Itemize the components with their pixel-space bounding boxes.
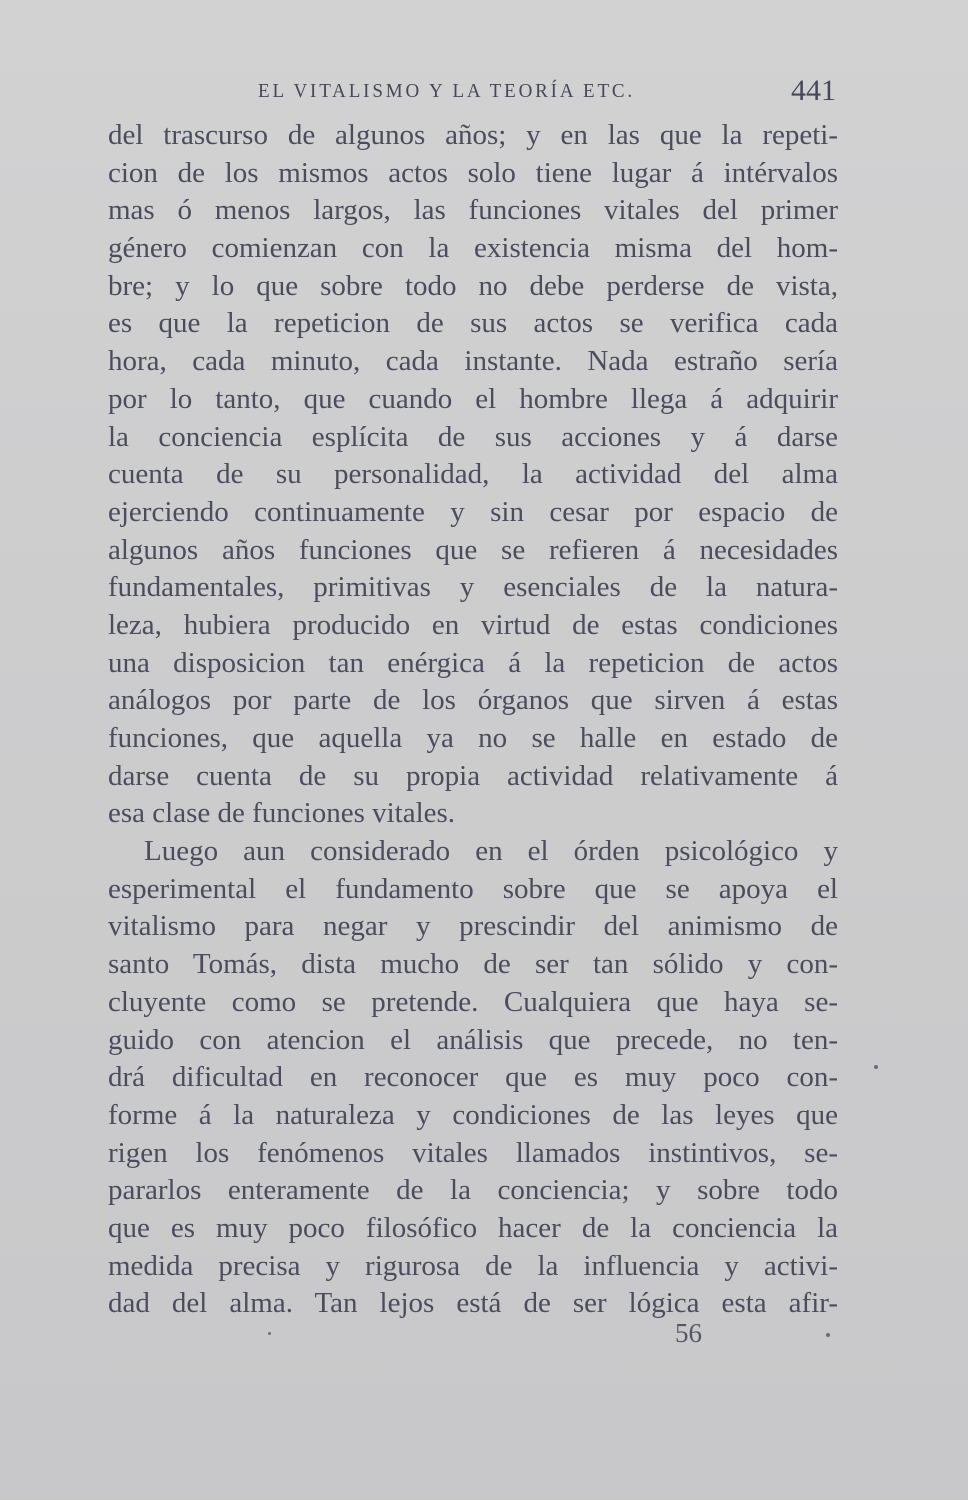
text-line: drá dificultad en reconocer que es muy poco con- (108, 1061, 838, 1094)
text-line: una disposicion tan enérgica á la repeticion de actos (108, 646, 838, 679)
paper-speck (826, 1333, 830, 1337)
text-line: funciones, que aquella ya no se halle en estado de (108, 722, 838, 754)
page-header (108, 74, 838, 114)
text-line: bre; y lo que sobre todo no debe perderse de vista, (108, 269, 838, 302)
running-title: EL VITALISMO Y LA TEORÍA ETC. (258, 80, 636, 102)
text-line: la conciencia esplícita de sus acciones y á darse (108, 420, 838, 453)
text-line: medida precisa y rigurosa de la influencia y activi- (108, 1249, 838, 1282)
text-line: rigen los fenómenos vitales llamados instintivos, se- (108, 1136, 838, 1169)
text-line: género comienzan con la existencia misma del hom- (108, 232, 838, 265)
text-line: análogos por parte de los órganos que sirven á estas (108, 684, 838, 717)
page-number: 441 (791, 74, 836, 107)
text-line: mas ó menos largos, las funciones vitales del primer (108, 194, 838, 227)
text-line: forme á la naturaleza y condiciones de las leyes que (108, 1098, 838, 1131)
signature-mark: 56 (675, 1318, 702, 1348)
text-line: esperimental el fundamento sobre que se apoya el (108, 872, 838, 905)
text-line: leza, hubiera producido en virtud de estas condiciones (108, 608, 838, 641)
body-text (108, 117, 838, 1323)
text-line: darse cuenta de su propia actividad relativamente á (108, 759, 838, 792)
text-line: santo Tomás, dista mucho de ser tan sólido y con- (108, 948, 838, 981)
text-line: es que la repeticion de sus actos se verifica cada (108, 307, 838, 340)
paragraph-2 (108, 833, 838, 1323)
text-line: vitalismo para negar y prescindir del animismo de (108, 910, 838, 943)
text-line: cluyente como se pretende. Cualquiera que haya se- (108, 985, 838, 1018)
text-line: del trascurso de algunos años; y en las que la repeti- (108, 119, 838, 151)
text-line: guido con atencion el análisis que precede, no ten- (108, 1023, 838, 1056)
text-line: hora, cada minuto, cada instante. Nada estraño sería (108, 345, 838, 378)
text-line: algunos años funciones que se refieren á necesidades (108, 533, 838, 566)
text-line: que es muy poco filosófico hacer de la conciencia la (108, 1211, 838, 1244)
paper-speck (268, 1332, 271, 1335)
text-line: Luego aun considerado en el órden psicológico y (144, 835, 838, 868)
text-line: esa clase de funciones vitales. (108, 797, 456, 830)
text-line: pararlos enteramente de la conciencia; y sobre todo (108, 1174, 838, 1207)
text-line: cuenta de su personalidad, la actividad del alma (108, 458, 838, 491)
paper-speck (874, 1065, 878, 1069)
text-line: dad del alma. Tan lejos está de ser lógica esta afir- (108, 1287, 838, 1320)
text-line: ejerciendo continuamente y sin cesar por espacio de (108, 495, 838, 528)
text-line: por lo tanto, que cuando el hombre llega á adquirir (108, 382, 838, 415)
text-line: cion de los mismos actos solo tiene lugar á intérvalos (108, 156, 838, 189)
text-line: fundamentales, primitivas y esenciales de la natura- (108, 571, 838, 604)
paragraph-1 (108, 117, 838, 833)
